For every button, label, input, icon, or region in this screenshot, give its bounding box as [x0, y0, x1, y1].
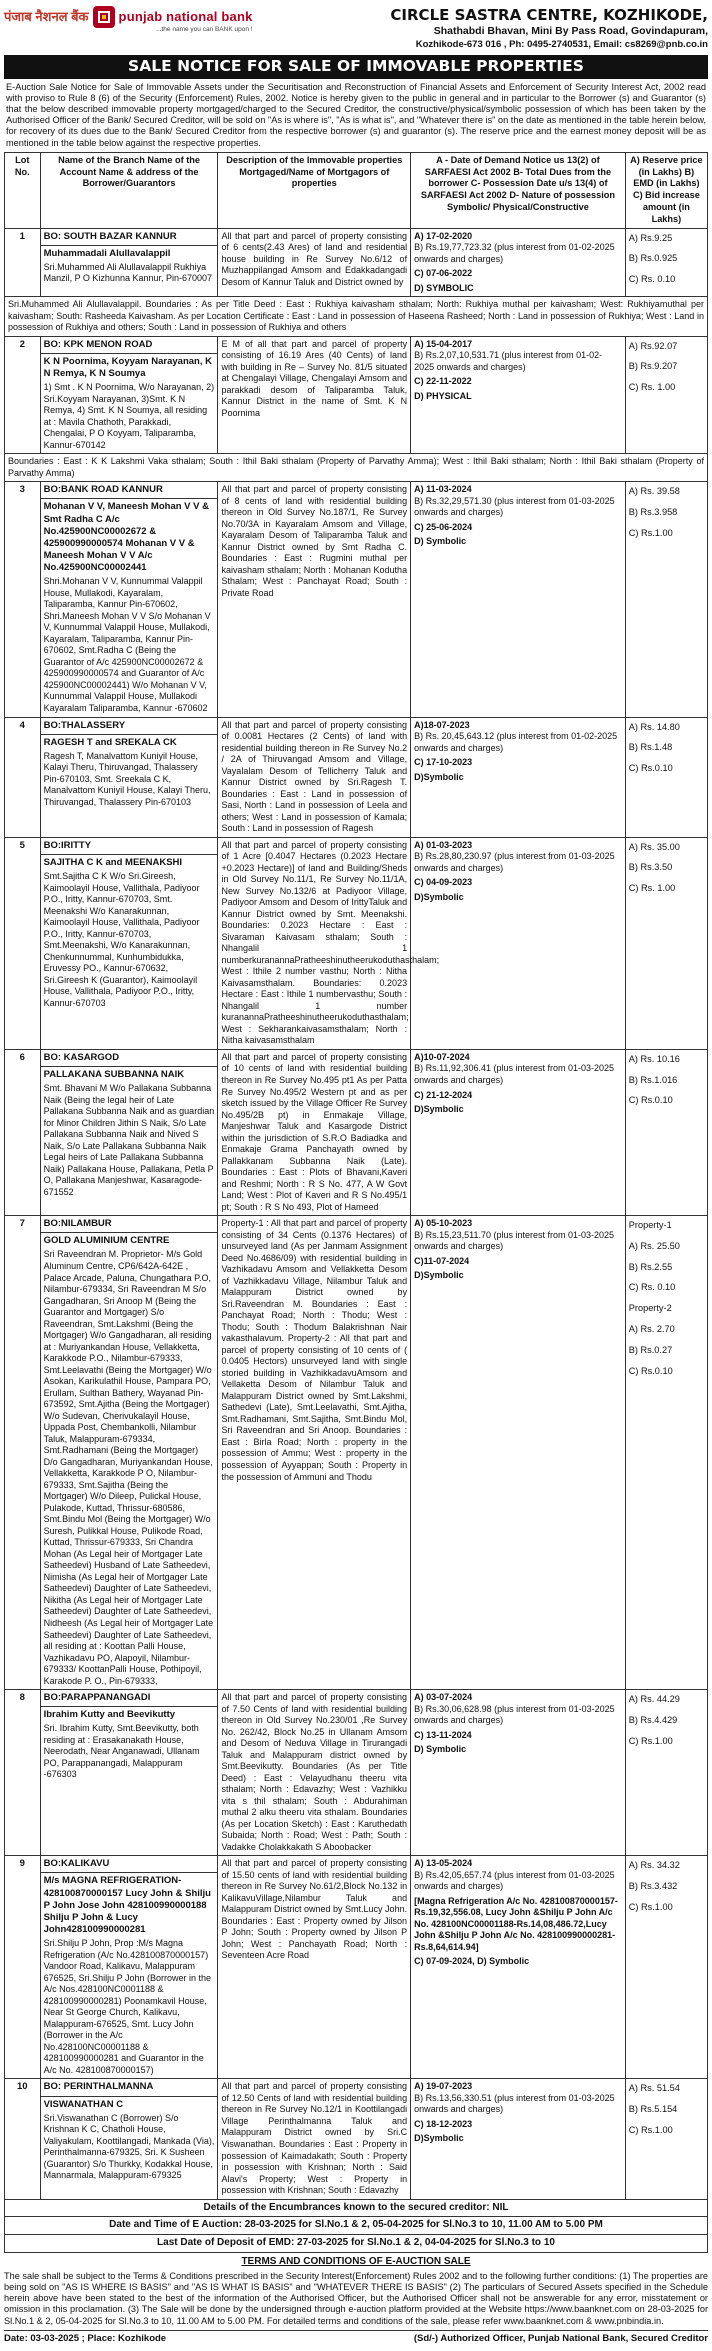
- price-item: B) Rs.9.207: [628, 361, 678, 372]
- price-item: A) Rs.92.07: [628, 340, 678, 351]
- dates-cell: [411, 1690, 626, 1856]
- table-row: [5, 1690, 708, 1856]
- property-description: E M of all that part and parcel of property consisting of 16.19 Ares (40 Cents) of land with building in Re – Survey No. 81/5 situated at Chengalayi Village, Chengalayi Amsom and parakkadi desom of Taliparamba Taluk, Kannur District in the name of Smt. K N Poornima: [218, 336, 411, 454]
- borrower-details: Sri.Shilju P John, Prop :M/s Magna Refrigeration (A/c No.428100870000157) Vandoor Road, Kalikavu, Malappuram 676525, Sri.Shilju P John (Borrower in the A/c Nos.428100NC0001188 & 428100990000281) Poonamkavil House, Near St George Church, Kalikavu, Malappuram-676525, Smt. Lucy John (Borrower in the A/c No.428100NC00001188 & 428100990000281 and Guarantor in the A/c No. 428100870000157): [43, 1938, 212, 2075]
- branch-cell: [40, 1856, 218, 2079]
- property-description: All that part and parcel of property consisting of 1 Acre [0.4047 Hectares (0.2023 Hectare +0.2023 Hectare)] of land and Building/Sheds in Old Survey No.11/1, Re Survey No.11/1A, New Survey No.132/6 at Padiyoor Village, Padiyoor Amsom and Desom of IrittyTaluk and Kannur District owned by Smt. Meenakshi. Boundaries: 0.2023 Hectare : East : Sivaraman Kaivasam sthalam; South : Nhangalil 1 numberkuranannaPratheeshinutheerukoduthasthalam; West : Ithile 2 number vasthu; North : Nitha Kaivasamsthalam. Boundaries: 0.2023 Hectare : East : Ithile 1 numbervasthu; South : Nhangalil 1 number kuranannaPratheeshinutheerukoduthasthalam; West : Sekharankaivasamsthalam; North : Nitha kaivasamsthalam: [218, 837, 411, 1049]
- encumbrance-line: Details of the Encumbrances known to the secured creditor: NIL: [4, 2199, 708, 2218]
- table-row: [5, 1049, 708, 1215]
- property-description: All that part and parcel of property consisting of 0.0081 Hectares (2 Cents) of land with residential building thereon in Re Survey No.2 / 2A of Thiruvangad Amsom and Village, Vayalalam Desom of Tellicherry Taluk and Kannur District owned by Sri.Ragesh T. Boundaries : East : Land in possession of Sasi, North : Land in possession of Leela and others; West : Land in possession of Kamala; South : Land in possession of Ragesh: [218, 717, 411, 837]
- date-item: A) 05-10-2023: [414, 1218, 473, 1229]
- notice-title: SALE NOTICE FOR SALE OF IMMOVABLE PROPERTIES: [4, 55, 708, 79]
- circle-office: [390, 6, 708, 51]
- borrower-details: 1) Smt . K N Poornima, W/o Narayanan, 2) Sri.Koyyam Narayanan, 3)Smt. K N Remya, 4) Smt. K N Soumya, all residing at : Mavila Chathoth, Parakkadi, Chengalai, P O Koyyam, Taliparamba, Kannur-670142: [43, 382, 215, 450]
- account-name: VISWANATHAN C: [43, 2098, 124, 2110]
- borrower-details: Sri. Ibrahim Kutty, Smt.Beevikutty, both residing at : Erasakanakath House, Neerodath, Near Anganawadi, Ullanam PO, Parappanangadi, Malappuram -676303: [43, 1723, 200, 1780]
- lot-number: 10: [5, 2079, 41, 2199]
- date-item: A) 13-05-2024: [414, 1858, 473, 1869]
- sale-notice-page: [4, 0, 708, 2349]
- price-item: B) Rs.1.016: [628, 1074, 678, 1085]
- date-item: B) Rs.15,23,511.70 (plus interest from 01-03-2025 onwards and charges): [414, 1229, 615, 1252]
- property-description: All that part and parcel of property consisting of 6 cents(2.43 Ares) of land and residential house building in Re Survey No.6/12 of Muzhappilangad Amsom and Edakkadangadi Desom of Kannur Taluk and District owned by: [218, 228, 411, 297]
- table-row: [5, 837, 708, 1049]
- lot-number: 8: [5, 1690, 41, 1856]
- lots-body: [5, 228, 708, 2199]
- date-item: [Magna Refrigeration A/c No. 428100870000157- Rs.19,32,556.08, Lucy John &Shilju P John A/c No. 428100NC00001188-Rs.14,08,486.72,Lucy John &Shilju P John A/c No. 428100990000281-Rs.8,64,614.94]: [414, 1895, 618, 1952]
- branch-name: BO: SOUTH BAZAR KANNUR: [41, 229, 218, 246]
- date-item: A) 01-03-2023: [414, 839, 473, 850]
- date-item: C) 07-06-2022: [414, 268, 473, 279]
- branch-name: BO:IRITTY: [41, 838, 218, 855]
- date-item: B) Rs.13,56,330.51 (plus interest from 01-03-2025 onwards and charges): [414, 2092, 615, 2115]
- date-item: D)Symbolic: [414, 2133, 464, 2144]
- table-row: [5, 1856, 708, 2079]
- lot-number: 9: [5, 1856, 41, 2079]
- footer-date-place: Date: 03-03-2025 ; Place: Kozhikode: [4, 2332, 167, 2344]
- header-prices: A) Reserve price (in Lakhs) B) EMD (in Lakhs) C) Bid increase amount (in Lakhs): [625, 152, 707, 228]
- branch-name: BO:KALIKAVU: [41, 1856, 218, 1873]
- prices-cell: [625, 1690, 707, 1856]
- borrower-details: Smt.Sajitha C K W/o Sri.Gireesh, Kaimoolayil House, Vallithala, Padiyoor P.O., Iritty, Kannur-670703, Smt. Meenakshi W/o Kanarakunnan, Kaimoolayil House, Vallithala, Padiyoor P.O., Iritty, Kannur-670703, Smt.Meenakshi, W/o Kanarakunnan, Chenkunnummal, Kunhumbidukka, Eruvessy PO., Kannur-670632, Sri.Gireesh K (Guarantor), Kaimoolayil House, Vallithala, Padiyoor P.O., Iritty, Kannur-670703: [43, 870, 200, 1008]
- table-row: [5, 228, 708, 297]
- prices-cell: [625, 228, 707, 297]
- table-row: [5, 336, 708, 454]
- footer-signature: (Sd/-) Authorized Officer, Punjab National Bank, Secured Creditor: [413, 2332, 708, 2344]
- property-description: All that part and parcel of property consisting of 15.50 cents of land with residential building thereon in Re Survey No.61/2,Block No.132 in KalikavuVillage,Nilambur Taluk and Malappuram District owned by Smt.Lucy John. Boundaries : East : Property owned by Jilson P John; South : Property owned by Jilson P John; West : Panchayath Road; North : Seventeen Acre Road: [218, 1856, 411, 2079]
- account-name: GOLD ALUMINIUM CENTRE: [43, 1235, 170, 1247]
- intro-paragraph: E-Auction Sale Notice for Sale of Immovable Assets under the Securitisation and Reconstruction of Financial Assets and Enforcement of Security Interest Act, 2002 read with proviso to Rule 8 (6) of the Security (Enforcement) Rules, 2002. Notice is hereby given to the public in general and in particular to the Borrower (s) and Guarantor (s) that the below described immovable property mortgaged/charged to the Secured Creditor, the constructive/physical/symbolic possession of which has been taken by the Authorised Officer of the Bank/ Secured Creditor, will be sold on "As is where is", "As is what is", and "Whatever there is" on the date as mentioned in the table herein below, for recovery of its dues due to the Bank/ Secured Creditor from the respective borrower (s) and guarantor (s). The reserve price and the earnest money deposit will be as mentioned in the table below against the respective properties.: [6, 81, 706, 148]
- properties-table: [4, 152, 708, 2200]
- account-name: Mohanan V V, Maneesh Mohan V V & Smt Radha C A/c No.425900NC00002672 & 425900990000574 Mohanan V V & Maneesh Mohan V V A/c No.425900NC00002441: [43, 501, 209, 574]
- price-item: A) Rs. 14.80: [628, 721, 680, 732]
- table-row: [5, 482, 708, 717]
- prices-cell: [625, 837, 707, 1049]
- prices-cell: [625, 717, 707, 837]
- borrower-details: Sri.Viswanathan C (Borrower) S/o Krishnan K C, Chatholi House, Valiyakulam, Koottilangadi, Mankada (Via), Perinthalmanna-679325, Sri. K Susheen (Guarantor) S/o Thurkky, Kodakkal House, Mannarmala, Malappuram-679325: [43, 2112, 215, 2181]
- price-item: A) Rs. 34.32: [628, 1860, 680, 1871]
- date-item: C)11-07-2024: [414, 1255, 470, 1266]
- brand-tagline: ...the name you can BANK upon !: [156, 26, 253, 33]
- dates-cell: [411, 228, 626, 297]
- account-name: Ibrahim Kutty and Beevikutty: [43, 1709, 176, 1721]
- price-item: C) Rs. 1.00: [628, 382, 676, 393]
- bank-brand: [4, 6, 253, 34]
- account-name: PALLAKANA SUBBANNA NAIK: [43, 1069, 185, 1081]
- price-item: A) Rs. 51.54: [628, 2083, 680, 2094]
- table-header-row: [5, 152, 708, 228]
- date-item: B) Rs.11,92,306.41 (plus interest from 01-03-2025 onwards and charges): [414, 1063, 615, 1085]
- date-item: C) 17-10-2023: [414, 757, 473, 768]
- date-item: B) Rs.32,29,571.30 (plus interest from 01-03-2025 onwards and charges): [414, 495, 615, 518]
- prices-cell: [625, 482, 707, 717]
- dates-cell: [411, 336, 626, 454]
- branch-cell: [40, 717, 218, 837]
- price-item: C) Rs.1.00: [628, 1901, 673, 1912]
- date-item: D)Symbolic: [414, 1270, 464, 1281]
- price-item: A) Rs.9.25: [628, 232, 673, 243]
- lot-number: 5: [5, 837, 41, 1049]
- lot-number: 6: [5, 1049, 41, 1215]
- property-description: Property-1 : All that part and parcel of property consisting of 34 Cents (0.1376 Hectares) of unsurveyed land (As per Janmam Assignment Deed No.4686/09) with residential building in Vazhikadavu Amsom and Vellakketta Desom of Vazhikkadavu Village, Nilambur Taluk and Malappuram District owned by Sri.Raveendran M. Boundaries : East : Panchayat Road; North : Thodu; West : Thodu; South : Thodum Balakrishnan Nair vakasthalavum. Property-2 : All that part and parcel of property consisting of 10 cents of ( 0.0405 Hectors) unsurveyed land with single storied building in VazhikkadavuAmsom and Vellaketta Desom of Nilambur Taluk and Malappuram District owned by Smt.Lakshmi, Sathedevi (Late), Smt.Leelavathi, Smt.Ajitha, Smt.Radhamani, Smt.Sajitha, Smt.Bindu Mol, Sri Raveendran and Sri Anoop. Boundaries : East : Birla Road; North : property in the possession of Ammu; West : property in the possession of Ayyappan; South : Property in the possession of Ammuni and Thodu: [218, 1216, 411, 1690]
- account-name: K N Poornima, Koyyam Narayanan, K N Remya, K N Soumya: [43, 355, 212, 379]
- date-item: B) Rs.2,07,10,531.71 (plus interest from 01-02-2025 onwards and charges): [414, 350, 603, 372]
- prices-cell: [625, 2079, 707, 2199]
- branch-cell: [40, 2079, 218, 2199]
- terms-title: TERMS AND CONDITIONS OF E-AUCTION SALE: [241, 2255, 471, 2267]
- branch-name: BO: KPK MENON ROAD: [41, 337, 218, 354]
- price-item: A) Rs. 44.29: [628, 1694, 680, 1705]
- price-item: A) Rs. 2.70: [628, 1324, 675, 1334]
- borrower-details: Sri.Muhammed Ali Alullavalappil Rukhiya Manzil, P O Kizhunna Kannur, Pin-670007: [43, 261, 213, 284]
- branch-name: BO:NILAMBUR: [41, 1216, 218, 1233]
- price-item: A) Rs. 39.58: [628, 486, 680, 497]
- date-item: B) Rs. 20,45,643.12 (plus interest from 01-02-2025 onwards and charges): [414, 731, 618, 753]
- price-item: C) Rs. 1.00: [628, 883, 676, 894]
- boundaries-row: [5, 297, 708, 337]
- lot-number: 3: [5, 482, 41, 717]
- date-item: A)18-07-2023: [414, 719, 470, 730]
- branch-name: BO:PARAPPANANGADI: [41, 1690, 218, 1707]
- dates-cell: [411, 1049, 626, 1215]
- date-item: D) Symbolic: [414, 536, 467, 547]
- emd-deadline-line: Last Date of Deposit of EMD: 27-03-2025 for Sl.No.1 & 2, 04-04-2025 for Sl.No.3 to 10: [4, 2234, 708, 2253]
- date-item: A) 15-04-2017: [414, 338, 473, 349]
- property-description: All that part and parcel of property consisting of 10 cents of land with residential building thereon in Re Survey No.495 pt1 As per Patta Re Survey No.495/2 Western pt and as per sketch issued by the Village Officer Re Survey No.495/2B pt) in Enmakaje Village, Manjeshwar Taluk and Kasargode District within the jurisdiction of S.R.O Badiadka and Enmakaje Grama Panchayath owned by Pallakkanam Subbanna Naik (Late). Boundaries : East : Plots of Bhavani,Kaveri and Reshmi; North : R S No. 477, A W Govt Land; West : Plot of Kaveri and R S No.495/1 pt; South : R S No 493, Plot of Hameed: [218, 1049, 411, 1215]
- date-item: D) SYMBOLIC: [414, 282, 474, 293]
- date-item: D)Symbolic: [414, 891, 464, 902]
- header: [4, 6, 708, 51]
- branch-cell: [40, 228, 218, 297]
- price-item: B) Rs.1.48: [628, 742, 673, 753]
- property-description: All that part and parcel of property consisting of 7.50 Cents of land with residential building thereon in Old Survey No.230/01 ,Re Survey No. 262/42, Block No.25 in Ullanam Amsom and Desom of Neduva Village in Tirurangadi Taluk and Malappuram district owned by Smt.Beevikutty. Boundaries (As per Title Deed) : East : Velayudhanu theeru vita sthalam; North : Edavazhy; West : Vazhikku vita s thil sthalam; South : Abdurahiman muthal 2 alku theeru vita sthalam. Boundaries (As per Location Sketch) : East : Karuthedath Subaida; North : Road; West : Path; South : Vadakke Cholakkakath S Aboobacker: [218, 1690, 411, 1856]
- price-item: A) Rs. 25.50: [628, 1240, 680, 1251]
- property-description: All that part and parcel of property consisting of 12.50 Cents of land with residential building thereon in Re Survey No.12/1 in Koottilangadi Village Perinthalmanna Taluk and Malappuram District owned by Sri.C Viswanathan. Boundaries : East : Property in possession of Kaimadakath; South : Property in possession with Krishnan; North : Said Alavi's Property; West : Property in possession with Krishnan; South : Edavazhy: [218, 2079, 411, 2199]
- account-name: SAJITHA C K and MEENAKSHI: [43, 856, 183, 868]
- address-line-2: Kozhikode-673 016 , Ph: 0495-2740531, Email: cs8269@pnb.co.in: [415, 38, 708, 50]
- price-item: B) Rs.0.27: [628, 1344, 673, 1355]
- account-name: RAGESH T and SREKALA CK: [43, 736, 177, 748]
- pnb-logo-icon: [93, 6, 115, 28]
- date-item: C) 07-09-2024, D) Symbolic: [414, 1956, 530, 1967]
- boundaries-text: Boundaries : East : K K Lakshmi Vaka sthalam; South : Ithil Baki sthalam (Property of Parvathy Amma); West : Ithil Baki sthalam; North : Ithil Baki sthalam (Property of Parvathy Amma): [5, 454, 708, 482]
- auction-date-line: Date and Time of E Auction: 28-03-2025 for Sl.No.1 & 2, 05-04-2025 for Sl.No.3 to 10, 11.00 AM to 5.00 PM: [4, 2216, 708, 2235]
- header-dates: A - Date of Demand Notice us 13(2) of SARFAESI Act 2002 B- Total Dues from the borrower C- Possession Date u/s 13(4) of SARFAESI Act 2002 D- Nature of possession Symbolic/ Physical/Constructive: [411, 152, 626, 228]
- price-item: C) Rs.1.00: [628, 2124, 673, 2135]
- borrower-details: Sri Raveendran M. Proprietor- M/s Gold Aluminum Centre, CP6/642A-642E , Palace Arcade, Paluna, Chungathara P.O, Nilambur-679334, Sri Raveendran M S/o Gangadharan, Sri Anoop M (Being the Guarantor and Mortgager) S/o Raveendran, Smt.Lakshmi (Being the Mortgager) W/o Gangadharan, all residing at : Muriyankandan House, Vellakketta, Karakkode P.O., Nilambur-679333, Smt.Leelavathi (Being the Mortgager) W/o Asokan, Karikulathil House, Pampara PO, Erullam, Sulthan Bathery, Wayanad Pin-673592, Smt.Ajitha (Being the Mortgager) W/o Sudevan, Cherivukalayil House, Uppada Post, Chembankolli, Nilambur Taluk, Malappuram-679334, Smt.Radhamani (Being the Mortgager) D/o Gangadharan, Muriyankandan House, Vellakketta, Karakkode P O, Nilambur-679333, Smt.Sajitha (Being the Mortgager) W/o Dileep, Pulickal House, Pulakode, Kuttad, Thrissur-680586, Smt.Bindu Mol (Being the Mortgager) W/o Suresh, Pulikkal House, Pulikode Road, Kuttad, Thrissur-679333, Sri Chandra Mohan (As Legal heir of Mortgager Late Satheedevi) Husband of Late Satheedevi, Nimisha (As Legal heir of Mortgager Late Satheedevi) Daughter of Late Satheedevi, Nikitha (As Legal heir of Mortgager Late Satheedevi) Daughter of Late Satheedevi, Nidheesh (As Legal heir of Mortgager Late Satheedevi) Daughter of Late Satheedevi, all residing at : Koottan Palli House, Vazhikadavu PO, Alapoyil, Nilambur-679333/ KoottanPalli House, Pothipoyil, Karakode P. O., Pin-679333,: [43, 1249, 214, 1686]
- date-item: B) Rs.42,05,657.74 (plus interest from 01-03-2025 onwards and charges): [414, 1869, 615, 1892]
- price-item: B) Rs.3.50: [628, 862, 673, 873]
- date-item: A) 17-02-2020: [414, 230, 473, 241]
- price-item: Property-2: [628, 1303, 672, 1314]
- brand-hindi: पंजाब नैशनल बैंक: [4, 8, 89, 24]
- account-name: Muhammadali Alullavalappil: [43, 247, 171, 259]
- date-item: B) Rs.19,77,723.32 (plus interest from 01-02-2025 onwards and charges): [414, 242, 615, 264]
- header-branch: Name of the Branch Name of the Account Name & address of the Borrower/Guarantors: [40, 152, 218, 228]
- branch-cell: [40, 1216, 218, 1690]
- header-description: Description of the Immovable properties Mortgaged/Name of Mortgagors of properties: [218, 152, 411, 228]
- property-description: All that part and parcel of property consisting of 8 cents of land with residential building thereon in Old Survey No.187/1, Re Survey No.70/3A in Kayaralam Amsom and Village, Kayaralam Desom of Taliparamba Taluk and Kannur District owned by Smt Radha C. Boundaries : East : Rugmini muthal per kaivasham sthalam; North : Mohanan Kodutha Sthalam; West : Panchayat Road; South : Private Road: [218, 482, 411, 717]
- branch-name: BO:THALASSERY: [41, 718, 218, 735]
- price-item: B) Rs.3.958: [628, 507, 678, 517]
- branch-cell: [40, 837, 218, 1049]
- date-item: C) 25-06-2024: [414, 521, 473, 532]
- borrower-details: Ragesh T, Manalvattom Kuniyil House, Kalayi Theru, Thiruvangad, Thalassery Pin-670103, Smt. Sreekala C K, Manalvattom Kuniyil House, Kalayi Theru, Thiruvangad, Thalassery Pin-670103: [43, 750, 211, 807]
- date-item: B) Rs.28,80,230.97 (plus interest from 01-03-2025 onwards and charges): [414, 851, 615, 873]
- branch-cell: [40, 336, 218, 454]
- date-item: A)10-07-2024: [414, 1051, 470, 1062]
- lot-number: 1: [5, 228, 41, 297]
- price-item: B) Rs.3.432: [628, 1881, 678, 1892]
- price-item: C) Rs. 0.10: [628, 274, 676, 285]
- branch-cell: [40, 482, 218, 717]
- table-row: [5, 1216, 708, 1690]
- lot-number: 2: [5, 336, 41, 454]
- branch-cell: [40, 1690, 218, 1856]
- dates-cell: [411, 837, 626, 1049]
- date-item: C) 04-09-2023: [414, 877, 473, 888]
- price-item: A) Rs. 35.00: [628, 841, 680, 852]
- prices-cell: [625, 1856, 707, 2079]
- price-item: Property-1: [628, 1220, 672, 1231]
- branch-name: BO: PERINTHALMANNA: [41, 2079, 218, 2096]
- table-row: [5, 717, 708, 837]
- brand-name: punjab national bank: [118, 8, 253, 24]
- branch-name: BO: KASARGOD: [41, 1050, 218, 1067]
- date-item: C) 18-12-2023: [414, 2118, 473, 2129]
- price-item: B) Rs.0.925: [628, 253, 678, 264]
- price-item: C) Rs.1.00: [628, 527, 673, 538]
- prices-cell: [625, 1049, 707, 1215]
- account-name: M/s MAGNA REFRIGERATION- 428100870000157 Lucy John & Shilju P John Jose John 428100990000188 Shilju P John & Lucy John428100990000281: [43, 1875, 211, 1936]
- date-item: A) 19-07-2023: [414, 2081, 473, 2092]
- date-item: D)Symbolic: [414, 1104, 464, 1115]
- table-row: [5, 2079, 708, 2199]
- price-item: C) Rs.1.00: [628, 1735, 673, 1746]
- borrower-details: Smt. Bhavani M W/o Pallakana Subbanna Naik (Being the legal heir of Late Pallakana Subbanna Naik and as guardian for Minor Children Jithin S Naik, S/o Late Pallakana Subbanna Naik and Nived S Naik, S/o Late Pallakana Subbanna Naik Legal heirs of Late Pallakana Subbanna Naik) Pallakana House, Pallakana, Petla P O, Pallakana Manjeshwar, Kasaragode-671552: [43, 1083, 215, 1197]
- dates-cell: [411, 2079, 626, 2199]
- lot-number: 7: [5, 1216, 41, 1690]
- borrower-details: Shri.Mohanan V V, Kunnummal Valappil House, Mullakodi, Kayaralam, Taliparamba, Kannur Pin-670602, Shri.Maneesh Mohan V V S/o Mohanan V V, Kunnummal Valappil House, Mullakodi, Kayaralam, Taliparamba, Kannur Pin-670602, Smt.Radha C (Being the Guarantor of A/c 425900NC00002672 & 425900990000574 and Guarantor of A/c 425900NC00002441) W/o Mohanan V V, Kunnummal Valappil House, Mullakodi Kayaralam Taliparamba, Kannur -670602: [43, 576, 211, 713]
- date-item: A) 11-03-2024: [414, 484, 472, 495]
- footer: [4, 2330, 708, 2345]
- date-item: D) PHYSICAL: [414, 390, 472, 401]
- branch-name: BO:BANK ROAD KANNUR: [41, 482, 218, 499]
- address-line-1: Shathabdi Bhavan, Mini By Pass Road, Govindapuram,: [433, 25, 708, 38]
- dates-cell: [411, 482, 626, 717]
- dates-cell: [411, 717, 626, 837]
- date-item: C) 22-11-2022: [414, 376, 472, 387]
- branch-cell: [40, 1049, 218, 1215]
- price-item: B) Rs.2.55: [628, 1261, 673, 1272]
- date-item: C) 13-11-2024: [414, 1729, 472, 1740]
- date-item: B) Rs.30,06,628.98 (plus interest from 01-03-2025 onwards and charges): [414, 1703, 615, 1726]
- header-lot: Lot No.: [5, 152, 41, 228]
- date-item: D)Symbolic: [414, 771, 464, 782]
- prices-cell: [625, 1216, 707, 1690]
- circle-title: CIRCLE SASTRA CENTRE, KOZHIKODE,: [390, 6, 708, 24]
- date-item: D) Symbolic: [414, 1744, 467, 1755]
- dates-cell: [411, 1856, 626, 2079]
- dates-cell: [411, 1216, 626, 1690]
- price-item: C) Rs.0.10: [628, 1095, 673, 1106]
- boundaries-row: [5, 454, 708, 482]
- prices-cell: [625, 336, 707, 454]
- price-item: C) Rs. 0.10: [628, 1282, 676, 1293]
- price-item: C) Rs.0.10: [628, 763, 673, 774]
- boundaries-text: Sri.Muhammed Ali Alullavalappil. Boundaries : As per Title Deed : East : Rukhiya kaivasham sthalam; North: Rukhiya muthal per kaivasham; West: Rukhiyamuthal per kaivasham; South: Rasheeda Kaivasham. As per Location Certificate : East : Land in possession of Haseena Rasheed; North : Land in possession of Rukhiya; West : Land in possession of Rukhiya and others; South : Land in possession of Rukhiya and others: [5, 297, 708, 337]
- price-item: C) Rs.0.10: [628, 1365, 673, 1376]
- lot-number: 4: [5, 717, 41, 837]
- terms-paragraph: The sale shall be subject to the Terms & Conditions prescribed in the Security Interest(Enforcement) Rules 2002 and to the following further conditions: (1) The properties are being sold on "AS IS WHERE IS BASIS" and "AS IS WHAT IS BASIS" and "WHATEVER THERE IS BASIS" (2) The particulars of Secured Assets specified in the Schedule herein above have been stated to the best of the information of the Authorised Officer, but the Authorised Officer shall not be answerable for any error, misstatement or omission in this proclamation. (3) The Sale will be done by the undersigned through e-auction platform provided at the Website https://www.baanknet.com on 28-03-2025 for Sl.No.1 & 2, 05-04-2025 for Sl.No.3 to 10, 11.00 AM to 5.00 PM. For detailed terms and conditions of the sale, please refer www.baanknet.com & www.pnbindia.in.: [4, 2270, 708, 2326]
- price-item: B) Rs.5.154: [628, 2104, 678, 2115]
- date-item: C) 21-12-2024: [414, 1089, 473, 1100]
- date-item: A) 03-07-2024: [414, 1692, 473, 1703]
- price-item: A) Rs. 10.16: [628, 1053, 680, 1064]
- price-item: B) Rs.4.429: [628, 1714, 678, 1725]
